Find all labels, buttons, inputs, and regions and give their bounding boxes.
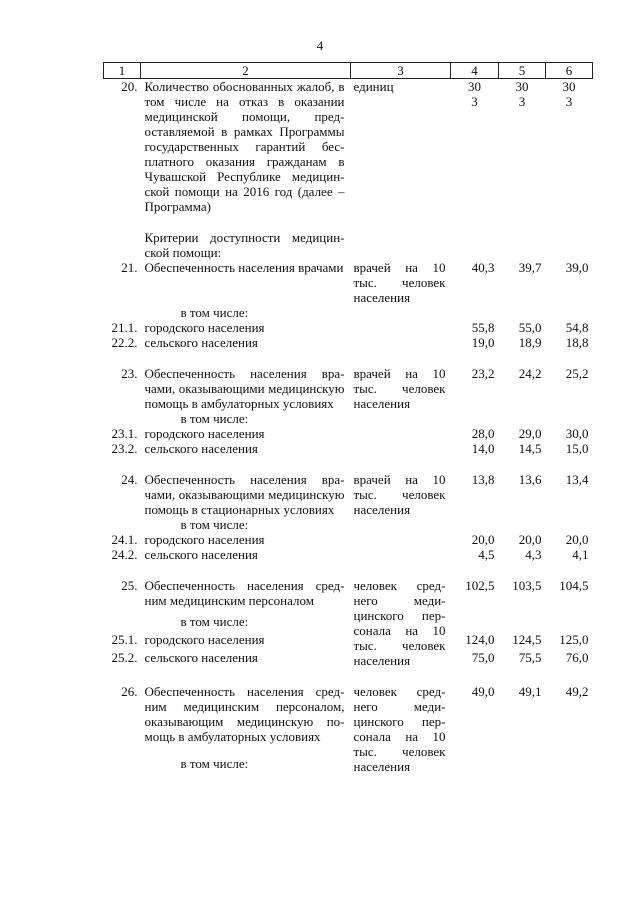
table-row	[104, 756, 593, 774]
unit-cell	[351, 441, 451, 456]
value-col-4: 23,2	[471, 366, 495, 381]
indicator-name: в том числе:	[180, 411, 249, 426]
unit-cell: врачей на 10 тыс. человек населения	[353, 260, 446, 305]
spacer-cell	[104, 668, 593, 684]
unit-cell: врачей на 10 тыс. человек населения	[353, 366, 446, 411]
spacer-row	[104, 350, 593, 366]
indicators-table-container	[103, 62, 592, 774]
spacer-row	[104, 668, 593, 684]
value-col-6: 30,0	[565, 426, 589, 441]
indicator-name: Обеспеченность населения врачами, оказывающими медицинскую помощь в амбулаторных условиях	[144, 366, 345, 411]
indicator-name: сельского населения	[144, 650, 258, 665]
row-number: 21.	[121, 260, 138, 275]
row-number: 25.	[121, 578, 138, 593]
value-col-5: 13,6	[518, 472, 542, 487]
value-col-6	[546, 517, 593, 532]
indicator-name: в том числе:	[180, 517, 249, 532]
indicator-name: городского населения	[144, 320, 265, 335]
header-col-3: 3	[351, 63, 451, 79]
header-col-5: 5	[499, 63, 546, 79]
row-number: 24.	[121, 472, 138, 487]
row-number: 23.2.	[111, 441, 138, 456]
row-number: 24.2.	[111, 547, 138, 562]
spacer-row	[104, 456, 593, 472]
table-row	[104, 335, 593, 350]
header-col-2: 2	[141, 63, 351, 79]
value-col-5	[499, 517, 546, 532]
unit-cell: человек среднего медицинского персонала на 10 тыс. человек населения	[353, 684, 446, 774]
table-row	[104, 632, 593, 650]
value-col-4: 30 3	[468, 79, 481, 109]
table-row	[104, 305, 593, 320]
row-number: 23.	[121, 366, 138, 381]
table-row	[104, 547, 593, 562]
table-header	[104, 63, 593, 79]
value-col-6	[546, 230, 593, 260]
table-row	[104, 614, 593, 632]
value-col-4: 124,0	[465, 632, 495, 647]
value-col-4: 19,0	[471, 335, 495, 350]
indicator-name: в том числе:	[180, 305, 249, 320]
indicator-name: городского населения	[144, 632, 265, 647]
unit-cell	[351, 532, 451, 547]
table-row	[104, 684, 593, 756]
row-number: 22.2.	[111, 335, 138, 350]
value-col-4: 49,0	[471, 684, 495, 699]
unit-cell	[351, 547, 451, 562]
indicators-table	[103, 62, 593, 774]
row-number	[104, 756, 141, 774]
unit-cell: врачей на 10 тыс. человек населения	[353, 472, 446, 517]
row-number: 24.1.	[111, 532, 138, 547]
row-number: 23.1.	[111, 426, 138, 441]
table-row	[104, 532, 593, 547]
table-row	[104, 260, 593, 305]
value-col-6	[546, 756, 593, 774]
value-col-5: 55,0	[518, 320, 542, 335]
value-col-5	[499, 614, 546, 632]
spacer-row	[104, 214, 593, 230]
row-number	[104, 230, 141, 260]
row-number: 25.2.	[111, 650, 138, 665]
value-col-4: 28,0	[471, 426, 495, 441]
indicator-name: Обеспеченность населения средним медицинским персоналом	[144, 578, 345, 608]
indicator-name: Обеспеченность населения врачами, оказывающими медицинскую помощь в стационарных условиях	[144, 472, 345, 517]
value-col-6: 4,1	[572, 547, 589, 562]
value-col-6: 54,8	[565, 320, 589, 335]
value-col-6: 15,0	[565, 441, 589, 456]
indicator-name: сельского населения	[144, 335, 258, 350]
indicator-name: городского населения	[144, 426, 265, 441]
value-col-5	[499, 756, 546, 774]
value-col-6: 76,0	[565, 650, 589, 665]
value-col-6	[546, 614, 593, 632]
table-row	[104, 426, 593, 441]
value-col-6: 25,2	[565, 366, 589, 381]
value-col-4	[451, 517, 499, 532]
value-col-4	[451, 230, 499, 260]
value-col-5: 24,2	[518, 366, 542, 381]
spacer-row	[104, 562, 593, 578]
indicator-name: Количество обоснованных жалоб, в том числе на отказ в оказании медицинской помощи, предоставляемой в рамках Программы государственных гарантий бесплатного оказания гражданам в Чувашской Республике медицинской помощи на 2016 год (далее – Программа)	[144, 79, 345, 214]
unit-cell	[351, 305, 451, 320]
value-col-5: 14,5	[518, 441, 542, 456]
value-col-5: 18,9	[518, 335, 542, 350]
indicator-name: Обеспеченность населения средним медицинским персоналом, оказывающим медицинскую помощь в амбулаторных условиях	[144, 684, 345, 744]
unit-cell	[351, 230, 451, 260]
value-col-4: 55,8	[471, 320, 495, 335]
unit-cell	[351, 411, 451, 426]
value-col-5	[499, 230, 546, 260]
row-number	[104, 411, 141, 426]
value-col-4	[451, 305, 499, 320]
page-number: 4	[316, 38, 324, 53]
value-col-4: 40,3	[471, 260, 495, 275]
row-number: 25.1.	[111, 632, 138, 647]
value-col-4: 13,8	[471, 472, 495, 487]
table-body	[104, 79, 593, 775]
value-col-5: 30 3	[515, 79, 529, 109]
row-number	[104, 614, 141, 632]
table-row	[104, 411, 593, 426]
row-number	[104, 517, 141, 532]
value-col-6: 104,5	[559, 578, 589, 593]
table-row	[104, 472, 593, 517]
value-col-5: 75,5	[518, 650, 542, 665]
value-col-5: 103,5	[512, 578, 542, 593]
value-col-6: 20,0	[565, 532, 589, 547]
value-col-5	[499, 305, 546, 320]
unit-cell: единиц	[353, 79, 394, 94]
unit-cell	[351, 517, 451, 532]
value-col-6	[546, 411, 593, 426]
table-row	[104, 230, 593, 260]
indicator-name: городского населения	[144, 532, 265, 547]
indicator-name: в том числе:	[180, 756, 249, 771]
table-row	[104, 366, 593, 411]
header-col-6: 6	[546, 63, 593, 79]
row-number: 21.1.	[111, 320, 138, 335]
row-number	[104, 305, 141, 320]
value-col-4: 20,0	[471, 532, 495, 547]
table-row	[104, 441, 593, 456]
value-col-5	[499, 411, 546, 426]
table-row	[104, 79, 593, 215]
indicator-name: сельского населения	[144, 547, 258, 562]
value-col-5: 20,0	[518, 532, 542, 547]
value-col-5: 39,7	[518, 260, 542, 275]
indicator-name: Обеспеченность населения врачами	[144, 260, 344, 275]
table-row	[104, 517, 593, 532]
header-row	[104, 63, 593, 79]
indicator-name: Критерии доступности медицинской помощи:	[144, 230, 345, 260]
indicator-name: в том числе:	[180, 614, 249, 629]
spacer-cell	[104, 456, 593, 472]
value-col-5: 29,0	[518, 426, 542, 441]
spacer-cell	[104, 562, 593, 578]
unit-cell	[351, 426, 451, 441]
value-col-4	[451, 614, 499, 632]
indicator-name: сельского населения	[144, 441, 258, 456]
table-row	[104, 578, 593, 614]
value-col-6: 30 3	[562, 79, 576, 109]
spacer-cell	[104, 350, 593, 366]
table-row	[104, 320, 593, 335]
value-col-5: 4,3	[525, 547, 542, 562]
header-col-1: 1	[104, 63, 141, 79]
value-col-4: 75,0	[471, 650, 495, 665]
row-number: 20.	[121, 79, 138, 94]
spacer-cell	[104, 214, 593, 230]
value-col-4: 4,5	[478, 547, 495, 562]
table-row	[104, 650, 593, 668]
value-col-6: 39,0	[565, 260, 589, 275]
unit-cell: человек среднего медицинского персонала на 10 тыс. человек населения	[353, 578, 446, 668]
header-col-4: 4	[451, 63, 499, 79]
value-col-6: 18,8	[565, 335, 589, 350]
value-col-6: 125,0	[559, 632, 589, 647]
value-col-6: 49,2	[565, 684, 589, 699]
unit-cell	[351, 335, 451, 350]
value-col-4	[451, 756, 499, 774]
value-col-4	[451, 411, 499, 426]
unit-cell	[351, 320, 451, 335]
value-col-6: 13,4	[565, 472, 589, 487]
value-col-4: 14,0	[471, 441, 495, 456]
value-col-5: 124,5	[512, 632, 542, 647]
row-number: 26.	[121, 684, 138, 699]
value-col-4: 102,5	[465, 578, 495, 593]
value-col-6	[546, 305, 593, 320]
value-col-5: 49,1	[518, 684, 542, 699]
